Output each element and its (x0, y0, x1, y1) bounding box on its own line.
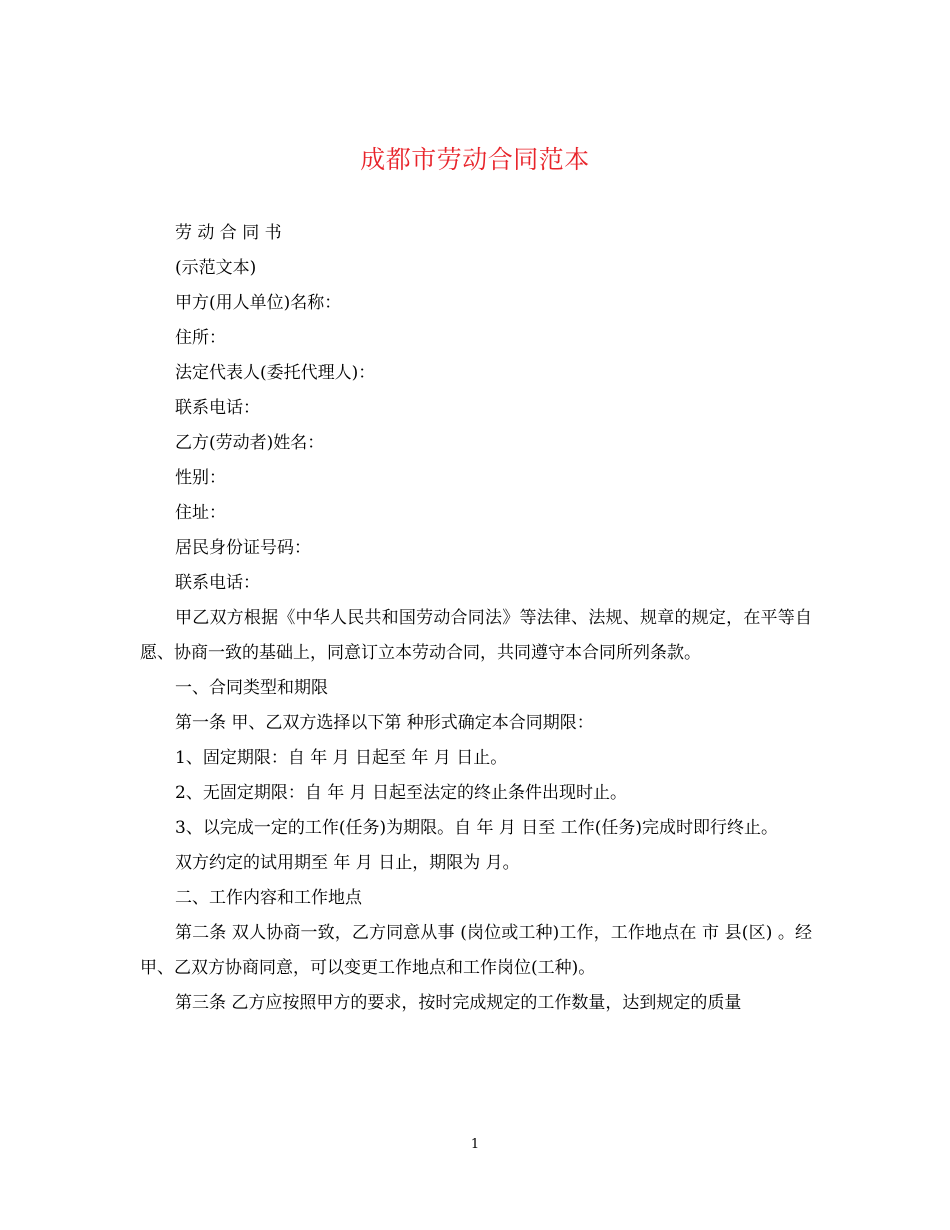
paragraph-preamble: 甲乙双方根据《中华人民共和国劳动合同法》等法律、法规、规章的规定，在平等自愿、协商一致的基础上，同意订立本劳动合同，共同遵守本合同所列条款。 (140, 608, 812, 663)
article-3: 第三条 乙方应按照甲方的要求，按时完成规定的工作数量，达到规定的质量 (175, 993, 742, 1013)
paragraph-sample-note: (示范文本) (175, 258, 257, 278)
document-body (140, 216, 812, 1021)
article-1-option-2: 2、无固定期限：自 年 月 日起至法定的终止条件出现时止。 (175, 783, 628, 803)
section-heading-contract-type: 一、合同类型和期限 (175, 678, 328, 698)
article-1-option-1: 1、固定期限：自 年 月 日起至 年 月 日止。 (175, 748, 508, 768)
paragraph-party-b-name: 乙方(劳动者)姓名： (175, 433, 325, 453)
paragraph-heading: 劳 动 合 同 书 (175, 223, 282, 243)
article-2: 第二条 双人协商一致，乙方同意从事 (岗位或工种)工作，工作地点在 市 县(区) 。经甲、乙双方协商同意，可以变更工作地点和工作岗位(工种)。 (140, 923, 812, 978)
paragraph-party-a-name: 甲方(用人单位)名称： (175, 293, 342, 313)
article-1: 第一条 甲、乙双方选择以下第 种形式确定本合同期限： (175, 713, 594, 733)
paragraph-party-b-address: 住址： (175, 503, 226, 523)
section-heading-work-content: 二、工作内容和工作地点 (175, 888, 362, 908)
document-title: 成都市劳动合同范本 (360, 145, 590, 174)
paragraph-party-a-phone: 联系电话： (175, 398, 260, 418)
paragraph-legal-representative: 法定代表人(委托代理人)： (175, 363, 376, 383)
article-1-option-3: 3、以完成一定的工作(任务)为期限。自 年 月 日至 工作(任务)完成时即行终止。 (175, 818, 778, 838)
paragraph-party-a-address: 住所： (175, 328, 226, 348)
paragraph-probation: 双方约定的试用期至 年 月 日止，期限为 月。 (175, 853, 520, 873)
paragraph-party-b-phone: 联系电话： (175, 573, 260, 593)
paragraph-gender: 性别： (175, 468, 226, 488)
page-number: 1 (470, 1137, 480, 1152)
paragraph-id-number: 居民身份证号码： (175, 538, 311, 558)
